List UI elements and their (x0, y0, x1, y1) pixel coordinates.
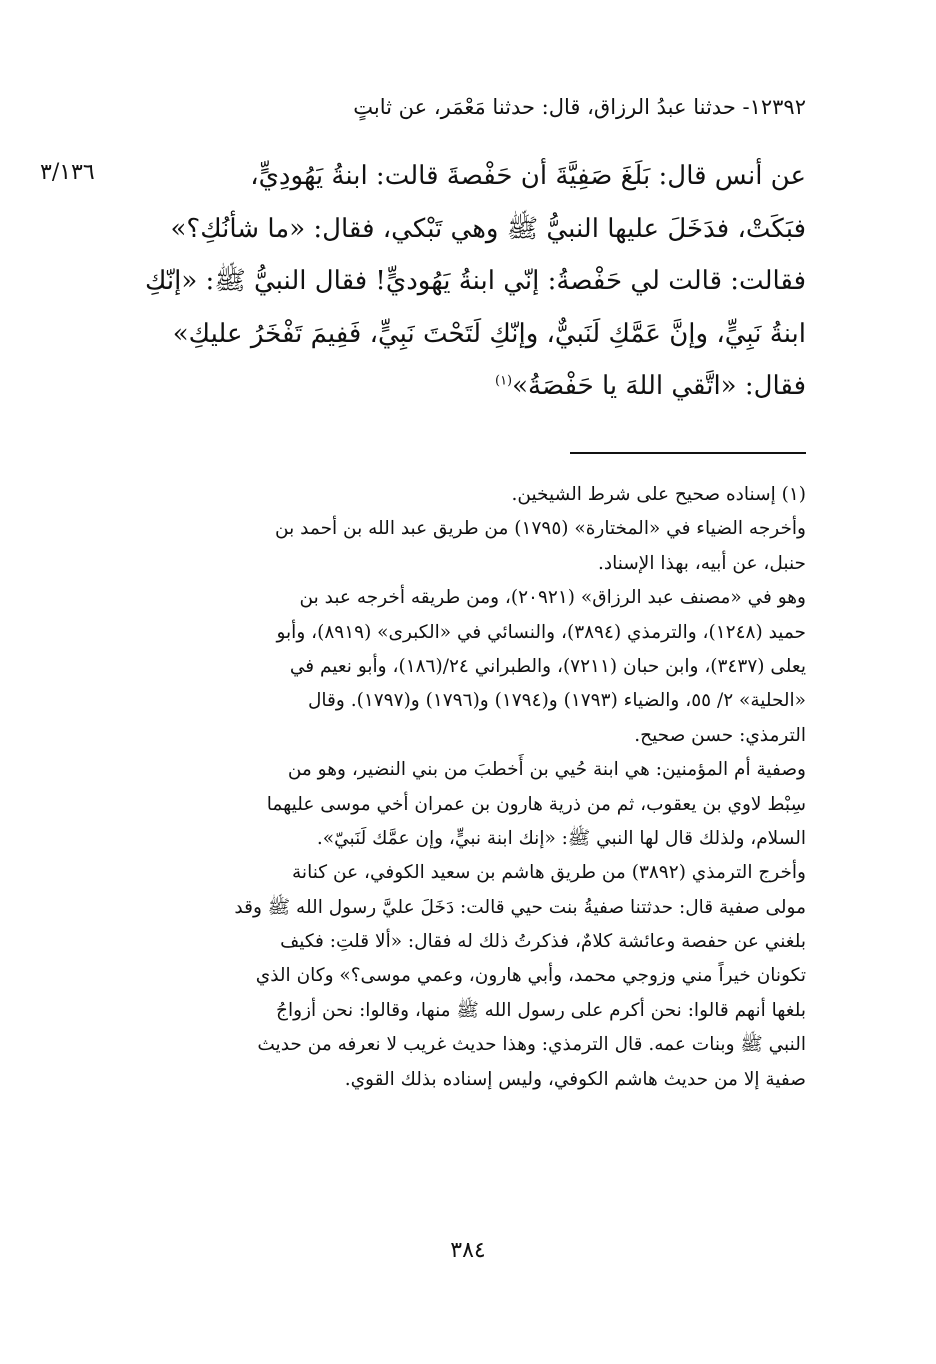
footnote-line: النبي ﷺ وبنات عمه. قال الترمذي: وهذا حديث غريب لا نعرفه من حديث (257, 1034, 806, 1056)
footnote-line: السلام، ولذلك قال لها النبي ﷺ: «إنك ابنة نبيٍّ، وإن عمَّك لَنَبيّ». (316, 827, 806, 849)
footnote-line: بلغها أنهم قالوا: نحن أكرم على رسول الله ﷺ منها، وقالوا: نحن أزواجُ (276, 999, 806, 1021)
footnote-line: سِبْط لاوي بن يعقوب، ثم من ذرية هارون بن عمران أخي موسى عليهما (266, 793, 806, 815)
footnote-line: (١) إسناده صحيح على شرط الشيخين. (511, 484, 806, 505)
footnote-line: مولى صفية قال: حدثتنا صفيةُ بنت حيي قالت: دَخَلَ عليَّ رسول الله ﷺ وقد (234, 896, 806, 918)
footnote-marker: (١) (494, 373, 513, 389)
hadith-header: ١٢٣٩٢- حدثنا عبدُ الرزاق، قال: حدثنا مَعْمَر، عن ثابتٍ (353, 95, 806, 119)
footnote-line: وهو في «مصنف عبد الرزاق» (٢٠٩٢١)، ومن طريقه أخرجه عبد بن (299, 587, 806, 609)
footnote-line: وأخرج الترمذي (٣٨٩٢) من طريق هاشم بن سعيد الكوفي، عن كنانة (292, 862, 806, 884)
footnote-line: وأخرجه الضياء في «المختارة» (١٧٩٥) من طريق عبد الله بن أحمد بن (275, 518, 806, 540)
footnote-line: حميد (١٢٤٨)، والترمذي (٣٨٩٤)، والنسائي في «الكبرى» (٨٩١٩)، وأبو (276, 621, 806, 643)
footnote-line: بلغني عن حفصة وعائشة كلامٌ، فذكرتُ ذلك له فقال: «ألا قلتِ: فكيف (280, 931, 806, 953)
hadith-line: فبَكَتْ، فدَخَلَ عليها النبيُّ ﷺ وهي تَبْكي، فقال: «ما شأنُكِ؟» (170, 213, 806, 244)
footnote-line: «الحلية» ٢/ ٥٥، والضياء (١٧٩٣) و(١٧٩٤) و(١٧٩٦) و(١٧٩٧). وقال (307, 690, 806, 712)
hadith-text (126, 150, 806, 413)
hadith-line: عن أنس قال: بَلَغَ صَفِيَّةَ أن حَفْصةَ قالت: ابنةُ يَهُودِيٍّ، (250, 161, 806, 191)
hadith-line: ابنةُ نَبِيٍّ، وإنَّ عَمَّكِ لَنَبيٌّ، وإنّكِ لَتَحْتَ نَبِيٍّ، فَفِيمَ تَفْخَرُ عليكِ» (172, 318, 806, 349)
footnote-line: تكونان خيراً مني وزوجي محمد، وأبي هارون، وعمي موسى؟» وكان الذي (255, 965, 806, 987)
page-number: ٣٨٤ (450, 1238, 486, 1263)
hadith-line-text: فقال: «اتَّقي اللهَ يا حَفْصَةُ» (512, 371, 806, 401)
footnote-line: يعلى (٣٤٣٧)، وابن حبان (٧٢١١)، والطبراني ٢٤/(١٨٦)، وأبو نعيم في (289, 655, 806, 677)
footnote-divider (570, 452, 806, 454)
footnotes (126, 478, 806, 1097)
hadith-line-last (126, 360, 806, 413)
footnote-line: الترمذي: حسن صحيح. (634, 724, 806, 746)
hadith-line: فقالت: قالت لي حَفْصةُ: إنّي ابنةُ يَهُوديٍّ! فقال النبيُّ ﷺ: «إنّكِ (145, 266, 806, 296)
footnote-line: حنبل، عن أبيه، بهذا الإسناد. (597, 552, 806, 574)
footnote-line: وصفية أم المؤمنين: هي ابنة حُيي بن أَخطبَ من بني النضير، وهو من (287, 759, 806, 781)
volume-page-reference: ٣/١٣٦ (40, 160, 95, 185)
footnote-line: صفية إلا من حديث هاشم الكوفي، وليس إسناده بذلك القوي. (344, 1068, 806, 1090)
